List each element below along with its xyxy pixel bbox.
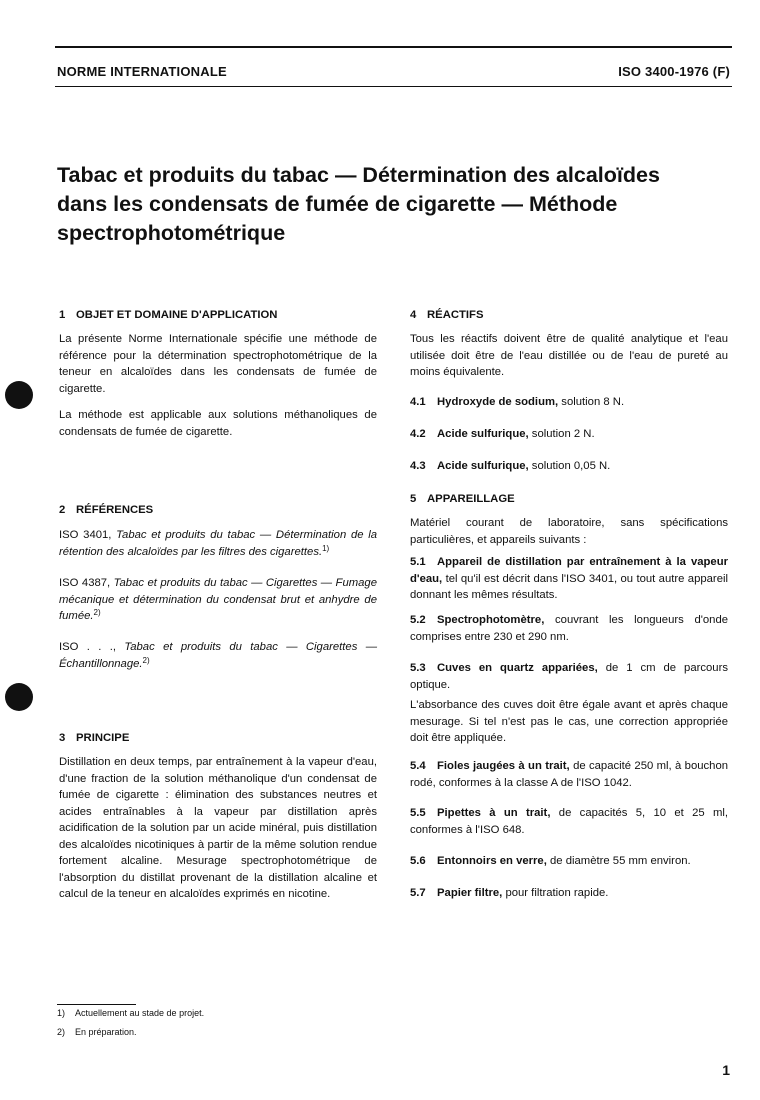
header-standard-type: NORME INTERNATIONALE	[57, 64, 227, 79]
section-4-heading: 4 RÉACTIFS	[410, 309, 484, 321]
punch-hole-bottom	[5, 683, 33, 711]
apparatus-5-2: 5.2 Spectrophotomètre, couvrant les longueurs d'onde comprises entre 230 et 290 nm.	[410, 614, 729, 643]
footnote-2: 2) En préparation.	[57, 1027, 137, 1037]
apparatus-5-4: 5.4 Fioles jaugées à un trait, de capacité 250 ml, à bouchon rodé, conformes à la classe A de l'ISO 1042.	[410, 760, 729, 789]
apparatus-5-5: 5.5 Pipettes à un trait, de capacités 5, 10 et 25 ml, conformes à l'ISO 648.	[410, 807, 729, 836]
page-number: 1	[722, 1062, 730, 1078]
footnote-rule	[57, 1004, 136, 1005]
reagent-4-1: 4.1 Hydroxyde de sodium, solution 8 N.	[410, 396, 625, 408]
reagent-4-3: 4.3 Acide sulfurique, solution 0,05 N.	[410, 460, 611, 472]
apparatus-5-3: 5.3 Cuves en quartz appariées, de 1 cm de parcours optique.	[410, 662, 729, 691]
top-rule	[55, 46, 732, 48]
footnote-1: 1) Actuellement au stade de projet.	[57, 1008, 205, 1018]
section-1-paragraph-1: La présente Norme Internationale spécifie une méthode de référence pour la détermination spectrophotométrique de la teneur en alcaloïdes dans les condensats de fumée de cigarette.	[59, 333, 377, 395]
title-line-2: dans les condensats de fumée de cigarette — Méthode	[57, 192, 618, 216]
reagent-4-2: 4.2 Acide sulfurique, solution 2 N.	[410, 428, 595, 440]
apparatus-5-7: 5.7 Papier filtre, pour filtration rapide.	[410, 887, 609, 899]
reference-iso-3401: ISO 3401, Tabac et produits du tabac — Détermination de la rétention des alcaloïdes par les filtres des cigarettes.$^{1)}$	[59, 529, 378, 558]
section-3-heading: 3 PRINCIPE	[59, 732, 130, 744]
reference-iso-4387: ISO 4387, Tabac et produits du tabac — Cigarettes — Fumage mécanique et détermination du condensat brut et anhydre de fumée.$^{2)}$	[59, 577, 377, 622]
header-standard-number: ISO 3400-1976 (F)	[618, 64, 730, 79]
punch-hole-top	[5, 381, 33, 409]
title-line-3: spectrophotométrique	[57, 221, 286, 245]
section-1-heading: 1 OBJET ET DOMAINE D'APPLICATION	[59, 309, 278, 321]
section-5-paragraph-1: Matériel courant de laboratoire, sans spécifications particulières, et appareils suivants :	[410, 517, 728, 546]
section-5-heading: 5 APPAREILLAGE	[410, 493, 515, 505]
apparatus-5-1: 5.1 Appareil de distillation par entraînement à la vapeur d'eau, tel qu'il est décrit dans l'ISO 3401, ou tout autre appareil donnant les mêmes résultats.	[410, 556, 728, 601]
header-rule	[55, 86, 732, 87]
apparatus-5-6: 5.6 Entonnoirs en verre, de diamètre 55 mm environ.	[410, 855, 691, 867]
section-4-paragraph-1: Tous les réactifs doivent être de qualité analytique et l'eau utilisée doit être de l'eau distillée ou de l'eau de pureté au moins équivalente.	[410, 333, 728, 378]
section-2-heading: 2 RÉFÉRENCES	[59, 504, 154, 516]
section-3-paragraph-1: Distillation en deux temps, par entraînement à la vapeur d'eau, d'une fraction de la solution méthanolique d'un condensat de fumée de cigarette : élimination des substances neutres et acides entraînables à la vapeur par distillation après acidification de la solution par un acide minéral, puis distillation des alcaloïdes nicotiniques à partir de la même solution rendue fortement alcaline. Mesurage spectrophotométrique de l'absorption du distillat provenant de la distillation alcaline et calcul de la teneur en alcaloïdes exprimés en nicotine.	[59, 756, 377, 900]
title-line-1: Tabac et produits du tabac — Détermination des alcaloïdes	[57, 163, 660, 187]
apparatus-5-3-note: L'absorbance des cuves doit être égale avant et après chaque mesurage. Si tel n'est pas le cas, une correction appropriée doit être appliquée.	[410, 699, 728, 744]
document-title	[57, 161, 737, 248]
section-1-paragraph-2: La méthode est applicable aux solutions méthanoliques de condensats de fumée de cigarette.	[59, 409, 377, 438]
reference-iso-sampling: ISO . . ., Tabac et produits du tabac — Cigarettes — Échantillonnage.$^{2)}$	[59, 641, 377, 670]
